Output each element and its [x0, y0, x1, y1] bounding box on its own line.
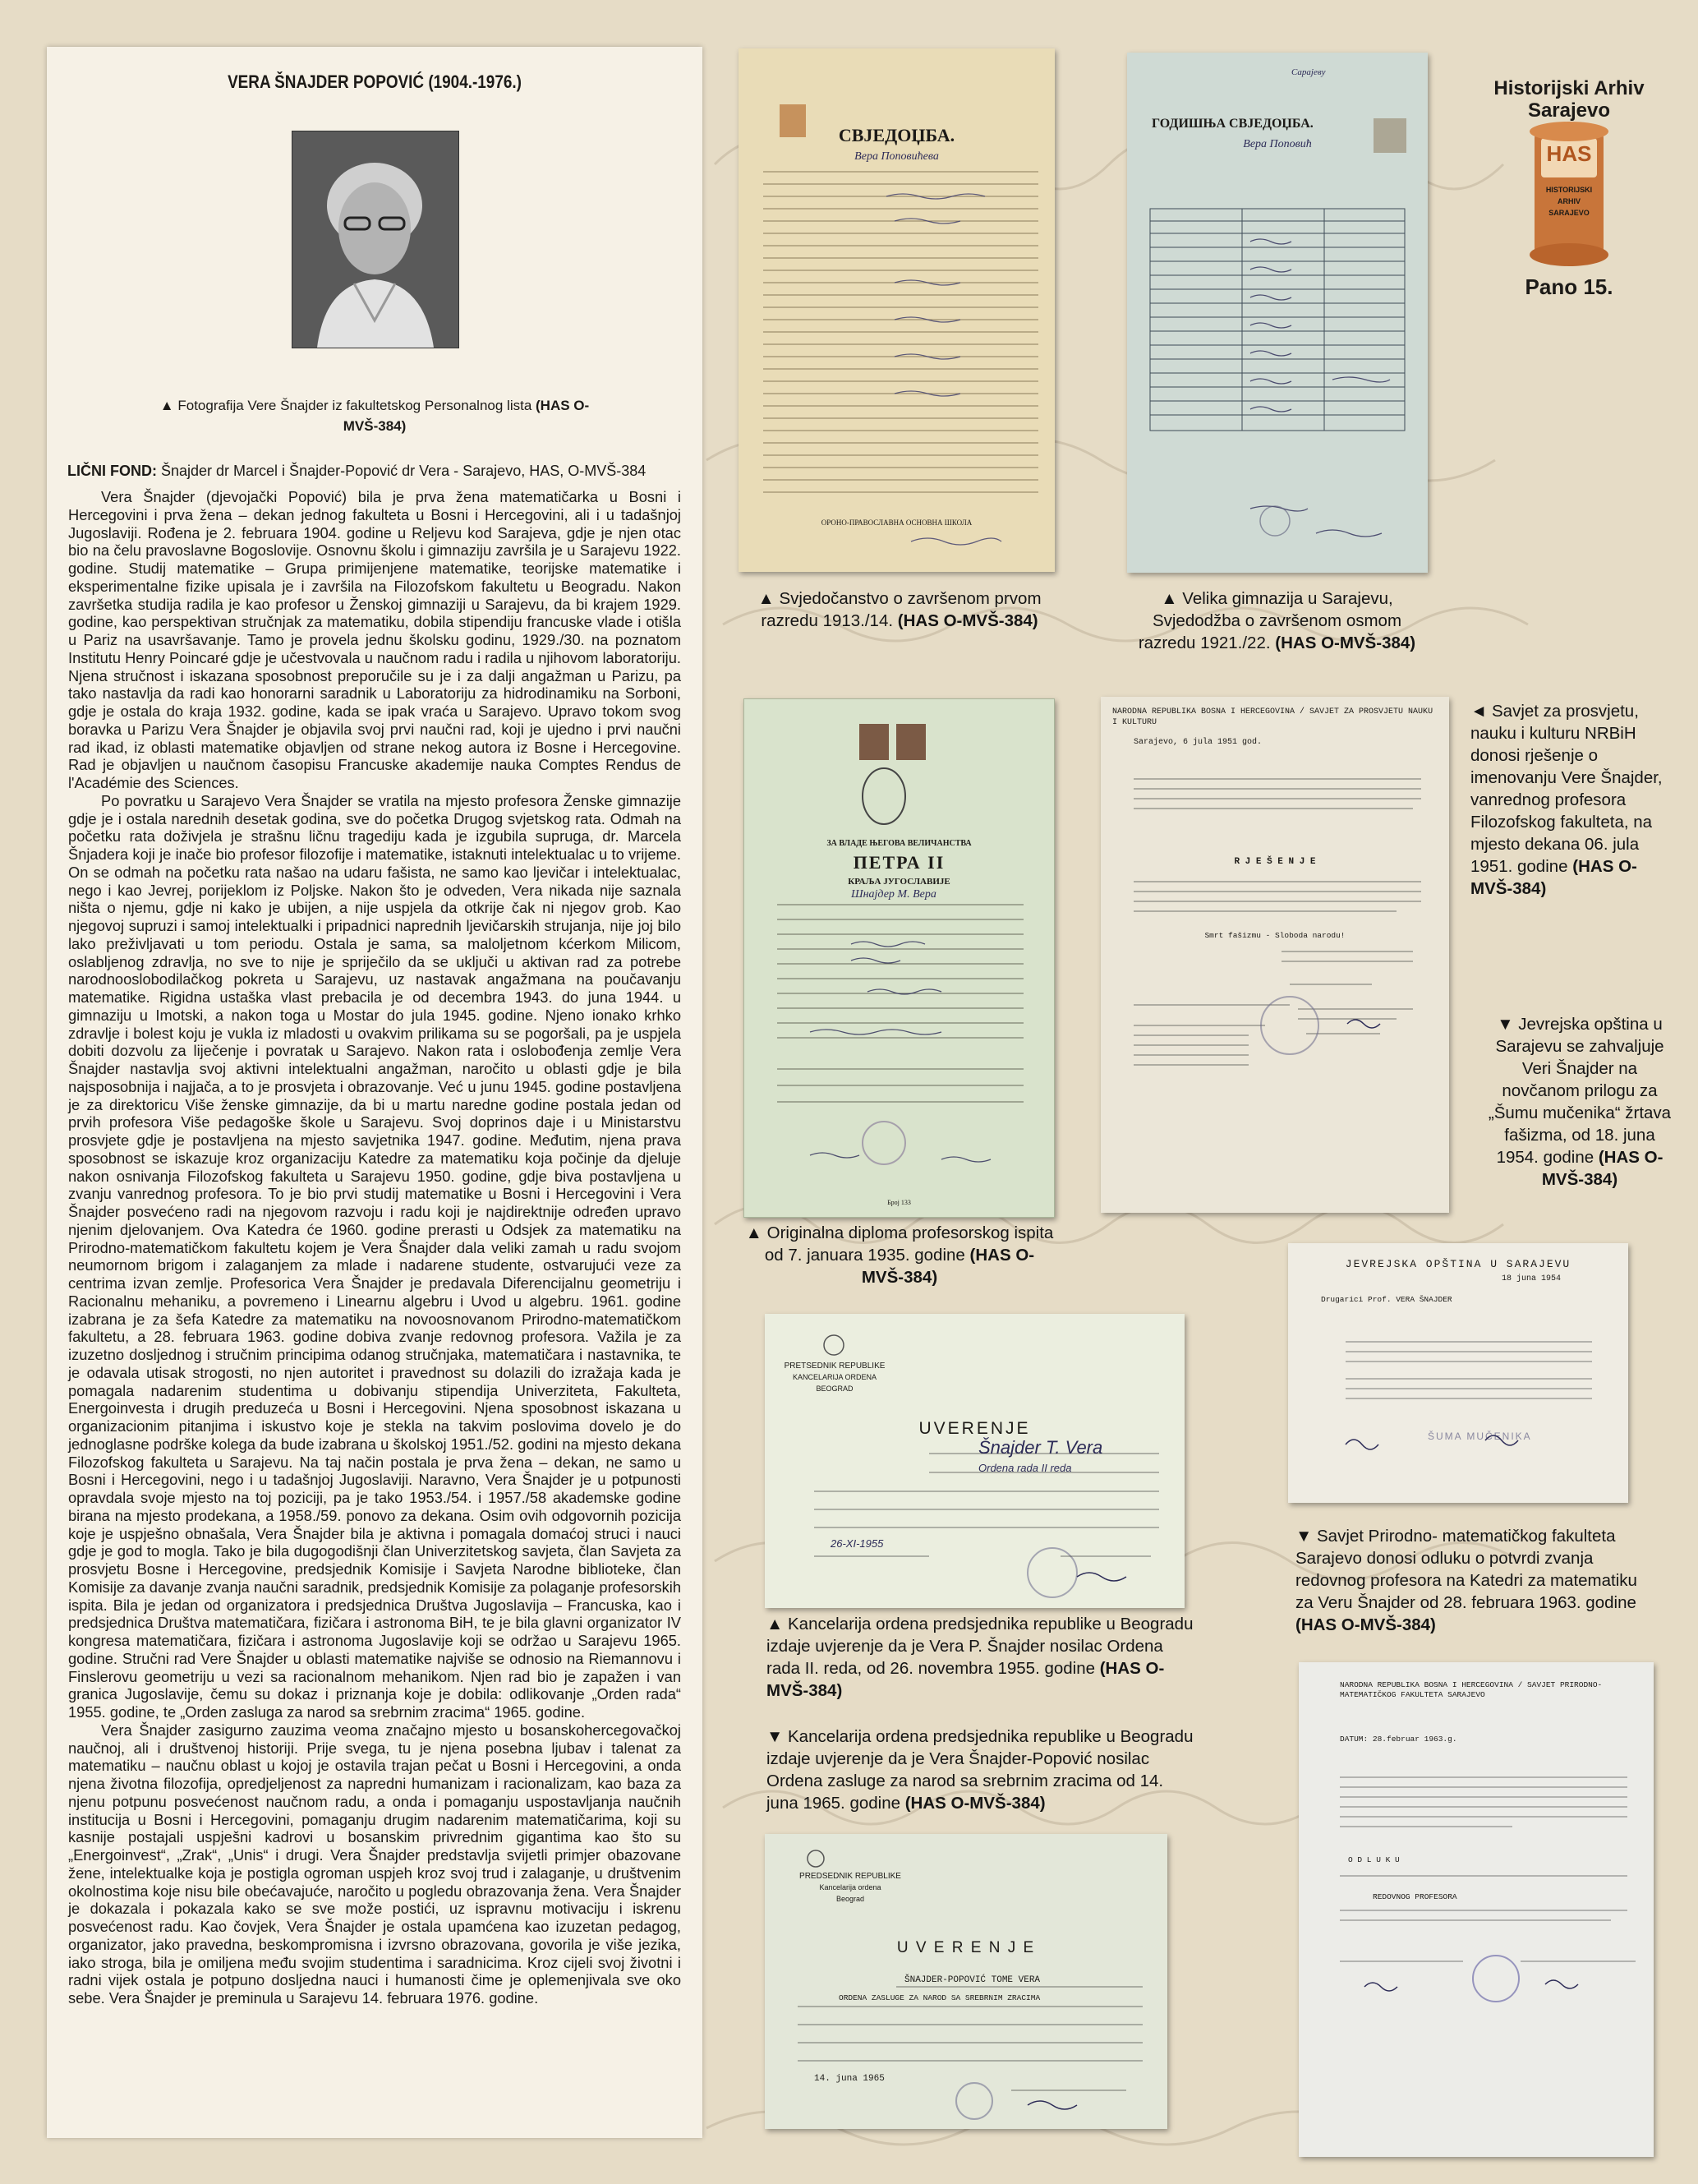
document-name: Šnajder T. Vera: [978, 1437, 1103, 1458]
document-header: NARODNA REPUBLIKA BOSNA I HERCEGOVINA / SAVJET ZA PROSVJETU NAUKU I KULTURU: [1112, 707, 1433, 727]
caption-ref: (HAS O-MVŠ-384): [766, 1659, 1165, 1700]
photo-caption-ref: (HAS O-MVŠ-384): [343, 398, 590, 434]
panel-number: Pano 15.: [1525, 274, 1613, 299]
document-recipient: Drugarici Prof. VERA ŠNAJDER: [1321, 1295, 1452, 1304]
document-date: 14. juna 1965: [814, 2074, 885, 2084]
diploma-line: ЗА ВЛАДЕ ЊЕГОВА ВЕЛИЧАНСТВА: [826, 839, 972, 848]
caption-arrow: ▲: [766, 1615, 784, 1633]
document-slogan: Smrt fašizmu - Sloboda narodu!: [1204, 931, 1346, 940]
document-savjet-1951: [1101, 697, 1449, 1213]
document-uverenje-1955: [765, 1314, 1185, 1608]
document-city: Сарајеву: [1291, 67, 1326, 77]
document-name: Вера Поповић: [1243, 138, 1312, 150]
document-lines: [1101, 697, 1449, 1213]
document-header: NARODNA REPUBLIKA BOSNA I HERCEGOVINA / SAVJET PRIRODNO-MATEMATIČKOG FAKULTETA SARAJEVO: [1340, 1680, 1603, 1699]
caption-text: Savjet Prirodno- matematičkog fakulteta Sarajevo donosi odluku o potvrdi zvanja redovnog profesora na Katedri za matematiku za Veru Šnajder od 28. februara 1963. godine: [1295, 1527, 1637, 1612]
logo-emblem-line: ARHIV: [1557, 197, 1581, 205]
document-place: Sarajevo, 6 jula 1951 god.: [1134, 738, 1263, 747]
caption-text: Kancelarija ordena predsjednika republike u Beogradu izdaje uvjerenje da je Vera P. Šnajder nosilac Ordena rada II. reda, od 26. novembra 1955. godine: [766, 1615, 1194, 1678]
caption-ref: (HAS O-MVŠ-384): [897, 611, 1038, 630]
document-name: Шнајдер М. Вера: [851, 888, 936, 901]
caption-doc4: [1470, 700, 1676, 900]
logo-emblem-line: HISTORIJSKI: [1545, 186, 1593, 194]
caption-arrow: ▲: [745, 1223, 762, 1242]
document-footer: ОРОНО-ПРАВОСЛАВНА ОСНОВНА ШКОЛА: [821, 518, 973, 527]
document-city: BEOGRAD: [816, 1385, 854, 1393]
caption-arrow: ▼: [1295, 1527, 1313, 1546]
document-lines: [1288, 1243, 1628, 1503]
document-heading: СВЈЕДОЏБА.: [838, 125, 955, 145]
caption-arrow: ▼: [766, 1727, 784, 1746]
caption-text: Savjet za prosvjetu, nauku i kulturu NRBiH donosi rješenje o imenovanju Vere Šnajder, vanrednog profesora Filozofskog fakulteta, na mjesto dekana 06. jula 1951. godine: [1470, 702, 1663, 876]
page-title: VERA ŠNAJDER POPOVIĆ (1904.-1976.): [228, 71, 522, 92]
caption-doc2: [1123, 587, 1431, 654]
document-city: Beograd: [835, 1895, 865, 1903]
biography-panel: [47, 47, 702, 2138]
caption-doc5: [1485, 1013, 1674, 1191]
document-lines: [744, 699, 1054, 1217]
document-diploma-1935: [743, 698, 1055, 1218]
document-issuer: PREDSEDNIK REPUBLIKE: [799, 1872, 901, 1881]
logo-emblem-line: SARAJEVO: [1548, 209, 1590, 217]
document-stamp: ŠUMA MUČENIKA: [1428, 1431, 1532, 1442]
document-order: ORDENA ZASLUGE ZA NAROD SA SREBRNIM ZRACIMA: [839, 1993, 1041, 2002]
document-title: REDOVNOG PROFESORA: [1373, 1892, 1457, 1901]
caption-ref: (HAS O-MVŠ-384): [1295, 1615, 1436, 1634]
document-svjedocba-1914: [739, 48, 1055, 572]
caption-arrow: ▲: [757, 589, 775, 608]
caption-text: Kancelarija ordena predsjednika republike u Beogradu izdaje uvjerenje da je Vera Šnajder-Popović nosilac Ordena zasluge za narod sa srebrnim zracima od 14. juna 1965. godine: [766, 1727, 1194, 1813]
caption-arrow: ▼: [1497, 1015, 1514, 1034]
document-lines: [765, 1314, 1185, 1608]
biography-paragraph: Vera Šnajder zasigurno zauzima veoma značajno mjesto u bosanskohercegovačkoj naučnoj, ali i društvenoj historiji. Prije svega, tu je njena posebna ljubav i talenat za matematiku – naučnu oblast u kojoj je ostavila trajan pečat u Bosni i Hercegovini, a onda njena životna filozofija, opredjeljenost za napredni humanizam i racionalizam, kao baza za njenu potpunu posvećenost naučnom radu, a onda i pomaganju uspostavljanja naučnih institucija u Bosni i Hercegovini, pomaganju drugim nadarenim matematičarima, koji su kasnije postajali uspješni kadrovi u bosanskim privrednim gigantima kao što su „Energoinvest“, „Zrak“, „Unis“ i drugi. Vera Šnajder predstavlja svijetli primjer obazovane žene, intelektualke koja je postigla ogroman uspjeh kroz svoj trud i zalaganje, u društvenim okolnostima koje nisu bile obećavajuće, naročito u pogledu obrazovanja žena. Vera Šnajder je dokazala i pokazala kako se sve može postići, uz ispravnu motivaciju i iskrenu posvećenost radu. Kao čovjek, Vera Šnajder je ostala upamćena kao izuzetan pedagog, organizator, jako pravedna, beskompromisna i izvrsno obrazovana, govorila je više jezika, iako stroga, bila je omiljena među svojim studentima i saradnicima. Kroz cijeli svoj životni i radni vijek ostala je potpuno dosljedna nauci i humanosti čime je oplemenjivala sve oko sebe. Vera Šnajder je preminula u Sarajevu 14. februara 1976. godine.: [68, 1721, 681, 2007]
document-heading: UVERENJE: [918, 1419, 1031, 1438]
document-name: Вера Поповићева: [854, 150, 939, 163]
fond-text: Šnajder dr Marcel i Šnajder-Popović dr Vera - Sarajevo, HAS, O-MVŠ-384: [161, 463, 647, 479]
caption-doc7: [766, 1726, 1194, 1814]
diploma-line: ПЕТРА II: [853, 852, 946, 873]
diploma-line: КРАЉА ЈУГОСЛАВИЈЕ: [848, 877, 950, 887]
document-name: ŠNAJDER-POPOVIĆ TOME VERA: [904, 1975, 1041, 1985]
document-heading: U V E R E N J E: [896, 1939, 1036, 1956]
fond-line: [67, 463, 683, 480]
document-lines: [1299, 1662, 1654, 2157]
document-svjedocba-1922: [1127, 53, 1428, 573]
logo-letters: HAS: [1546, 141, 1592, 166]
fond-label: LIČNI FOND:: [67, 463, 157, 479]
caption-ref: (HAS O-MVŠ-384): [1541, 1148, 1663, 1189]
document-header: JEVREJSKA OPŠTINA U SARAJEVU: [1345, 1258, 1571, 1270]
caption-arrow: ◄: [1470, 702, 1488, 721]
document-heading: O D L U K U: [1348, 1855, 1400, 1864]
biography-paragraph: Vera Šnajder (djevojački Popović) bila je prva žena matematičarka u Bosni i Hercegovini i prva žena – dekan jednog fakulteta u Bosni i Hercegovini, ali i u tadašnjoj Jugoslaviji. Rođena je 2. februara 1904. godine u Reljevu kod Sarajeva, gdje je njen otac bio na čelu pravoslavne Bogoslovije. Osnovnu školu i gimnaziju završila je u Sarajevu 1922. godine. Studij matematike – Grupa primijenjene matematike, teorijske matematike i eksperimentalne fizike upisala je i završila na Filozofskom fakultetu u Beogradu. Nakon završetka studija radila je kao profesor u Ženskoj gimnaziji u Sarajevu, da bi krajem 1929. godine, kao perspektivan stručnjak za matematiku, dobila stipendiju francuske vlade i otišla u Pariz na usavršavanje. Tamo je provela jednu školsku godinu, 1929./30. na poznatom Institutu Henry Poincaré gdje je učestvovala u naučnom radu i radila u njihovom laboratoriju. Njena stručnost i iskazana sposobnost preporučile su je i za dalji angažman u Parizu, pa tako nastavlja da radi kao honorarni saradnik u Laboratoriju za hidrodinamiku na Sorboni, gdje je ostala do kraja 1932. godine, kada se ipak vraća u Sarajevo. Upravo tokom svog boravka u Parizu Vera Šnajder je objavila svoj prvi naučni rad, koji je ujedno i prvi naučni rad ikad, iz oblasti matematike objavljen od strane nekog autora iz Bosne i Hercegovine. Rad je objavljen u naučnom časopisu Francuske akademije nauka Comptes Rendus de l'Académie des Sciences.: [68, 488, 681, 791]
document-heading: ГОДИШЊА СВЈЕДОЏБА.: [1152, 117, 1314, 131]
biography-paragraph: Po povratku u Sarajevo Vera Šnajder se vratila na mjesto profesora Ženske gimnazije gdje je i ostala narednih desetak godina, sve do početka Drugog svjetskog rata. Odmah na početku rata doživjela je strašnu ličnu tragediju kada je izgubila supruga, dr. Marcela Šnjadera koji je inače bio profesor filozofije i matematike, istaknuti intelektualac u to vrijeme. On se odmah na početku rata našao na udaru fašista, ne samo kao ljevičar i intelektualac, nego i kao Jevrej, porijeklom iz Poljske. Nakon što je odveden, Vera nikada nije saznala ništa o njemu, gdje ni kako je ubijen, a nije uspjela da otkrije čak ni njegov grob. Kao njegovoj supruzi i samoj intelektualki i pripadnici naprednih ljevičarskih strujanja, nije joj bilo lako preživljavati u tom periodu. Ostala je sama, sa maloljetnom kćerkom Milicom, oslabljenog zdravlja, no sve to nije je spriječilo da se uključi u aktivan rad za potrebe narodnooslobodilačkog pokreta u Sarajevu, uz nastavak angažmana na poučavanju matematike. Rigidna ustaška vlast prebacila je od decembra 1943. do juna 1944. u gimnaziju u Imotski, a nakon toga u Mostar do jula 1945. godine. Njeno ionako krhko zdravlje i bolest koju je vukla iz mladosti u ovakvim prilikama su se pogoršali, pa je uspjela dobiti dozvolu za liječenje i povratak u Sarajevo. Nakon rata i oslobođenja zemlje Vera Šnajder nastavlja svoj aktivni intelektualni angažman, naročito u oblasti gdje je bila najsposobnija i najjača, a to je prosvjeta i obrazovanje. Već u junu 1945. godine postavljena je za direktoricu Više ženske gimnazije, da bi u martu naredne godine postala jedan od prvih profesora Više pedagoške škole u Sarajevu. Svoj doprinos daje i u Ministarstvu prosvjete gdje je postavljena na mjesto savjetnika 1947. godine. Međutim, njena prava sposobnost se iskazuje kroz organizaciju Katedre za matematiku koja počinje da djeluje nakon osnivanja Filozofskog fakulteta u Sarajevu 1950. godine, gdje biva postavljena u zvanju vanrednog profesora. To je bio prvi studij matematike u Bosni i Hercegovini i Vera Šnajder posvećeno radi na njegovom razvoju i radu koji je najdirektnije određen upravo njenim djelovanjem. Ova Katedra će 1960. godine prerasti u Odsjek za matematiku na Prirodno-matematičkom fakultetu kojem je Vera Šnajder dala veliki zamah u radu svojom neumornom brigom i zalaganjem za mlade i nadarene studente, ostvarujući veze za centrima izvan zemlje. Profesorica Vera Šnajder je predavala Diferencijalnu geometriju i Racionalnu mehaniku, a povremeno i Linearnu algebru i Uvod u algebru. 1961. godine izabrana je za šefa Katedre za matematiku na novoosnovanom Prirodno-matematičkom fakultetu, a 28. februara 1963. godine dobiva zvanje redovnog profesora. Važila je za izuzetno dosljednog i stručnim principima odanog stručnjaka, matematičara i nastavnika, te je odavala utisak strogosti, no njen autoritet i pravednost su dolazili do izražaja kada je pomagala nadarenim studentima u dobivanju stipendija Univerziteta, Fakulteta, Energoinvesta i drugih preduzeća u Bosni i Hercegovini. Njena sposobnost iskazana u organizacionim pitanjima i iskustvo koje je stekla na takvim poslovima dovelo je do jednoglasne podrške kolega da bude izabrana u školskoj 1951./52. godini na mjesto dekana Filozofskog fakulteta u Sarajevu. Na taj način postala je prva žena – dekan, ne samo u Bosni i Hercegovini, nego i u tadašnjoj Jugoslaviji. Naravno, Vera Šnajder je u potpunosti opravdala svoje mjesto na toj poziciji, pa je tako 1953./54. i 1957./58 akademske godine birana na mjesto prodekana, a 1958./59. ponovo za dekana. Osim ovih odgovornih pozicija koje je uspješno obnašala, Vera Šnajder bila je aktivna i pomagala domaćoj struci i nauci gdje je god to mogla. Tako je bila dugogodišnji član Univerzitetskog savjeta, član Savjeta za prosvjetu Bosne i Hercegovine, predsjednik Komisije i Savjeta Narodne biblioteke, član Komisije za davanje zvanja naučni saradnik, predsjednik Komisije za polaganje profesorskih ispita. Bila je jedan od organizatora i predsjednica Društva Jugoslavija – Francuska, kao i predsjednica Društva matematičara, fizičara i astronoma BiH, te je bila glavni organizator IV kongresa matematičara, fizičara i astronoma Jugoslavije koji se održao u Sarajevu 1965. godine. Stručni rad Vere Šnajder u oblasti matematike najviše se odnosio na Riemannovu i Finslerovu geometriju u vezi sa racionalnom mehanikom. Njen rad bio je zapažen i van granica Jugoslavije, čemu su dokaz i priznanja koje je dobila: odlikovanje „Orden rada“ 1955. godine, te „Orden zasluga za narod sa srebrnim zracima“ 1965. godine.: [68, 791, 681, 1721]
caption-text: Jevrejska opština u Sarajevu se zahvaljuje Veri Šnajder na novčanom prilogu za „Šumu mučenika“ žrtava fašizma, od 18. juna 1954. godine: [1488, 1015, 1672, 1167]
document-heading: R J E Š E N J E: [1234, 857, 1316, 867]
document-jevrejska-1954: [1288, 1243, 1628, 1503]
biography-text: [68, 488, 681, 2007]
caption-arrow: ▲: [1161, 589, 1178, 608]
photo-caption-text: Fotografija Vere Šnajder iz fakultetskog Personalnog lista: [177, 398, 532, 413]
caption-ref: (HAS O-MVŠ-384): [1275, 634, 1416, 652]
portrait-photo: [292, 131, 459, 348]
caption-text: Velika gimnazija u Sarajevu, Svjedodžba o završenom osmom razredu 1921./22.: [1138, 589, 1402, 652]
caption-ref: (HAS O-MVŠ-384): [904, 1794, 1046, 1813]
document-order: Ordena rada II reda: [978, 1462, 1072, 1474]
document-date: 18 juna 1954: [1502, 1274, 1562, 1283]
caption-doc6: [766, 1613, 1194, 1702]
caption-ref: (HAS O-MVŠ-384): [1470, 857, 1637, 898]
document-uverenje-1965: [765, 1834, 1167, 2129]
photo-caption: [129, 395, 620, 436]
document-date: DATUM: 28.februar 1963.g.: [1340, 1735, 1457, 1744]
document-odluka-1963: [1299, 1662, 1654, 2157]
portrait-image: [292, 131, 458, 348]
logo-top-text: Historijski Arhiv Sarajevo: [1493, 77, 1645, 122]
document-issuer: PRETSEDNIK REPUBLIKE: [784, 1362, 886, 1371]
caption-text: Svjedočanstvo o završenom prvom razredu 1913./14.: [761, 589, 1042, 630]
archive-logo: [1470, 66, 1668, 312]
caption-doc1: [743, 587, 1056, 632]
document-date: 26-XI-1955: [831, 1537, 884, 1550]
caption-arrow: ▲: [159, 398, 174, 413]
document-footer: Број 133: [887, 1199, 911, 1206]
document-office: Kancelarija ordena: [819, 1883, 881, 1891]
document-office: KANCELARIJA ORDENA: [792, 1373, 877, 1381]
caption-ref: (HAS O-MVŠ-384): [861, 1246, 1035, 1287]
caption-text: Originalna diploma profesorskog ispita od 7. januara 1935. godine: [764, 1223, 1054, 1265]
caption-doc3: [743, 1222, 1056, 1288]
caption-doc8: [1295, 1525, 1657, 1636]
